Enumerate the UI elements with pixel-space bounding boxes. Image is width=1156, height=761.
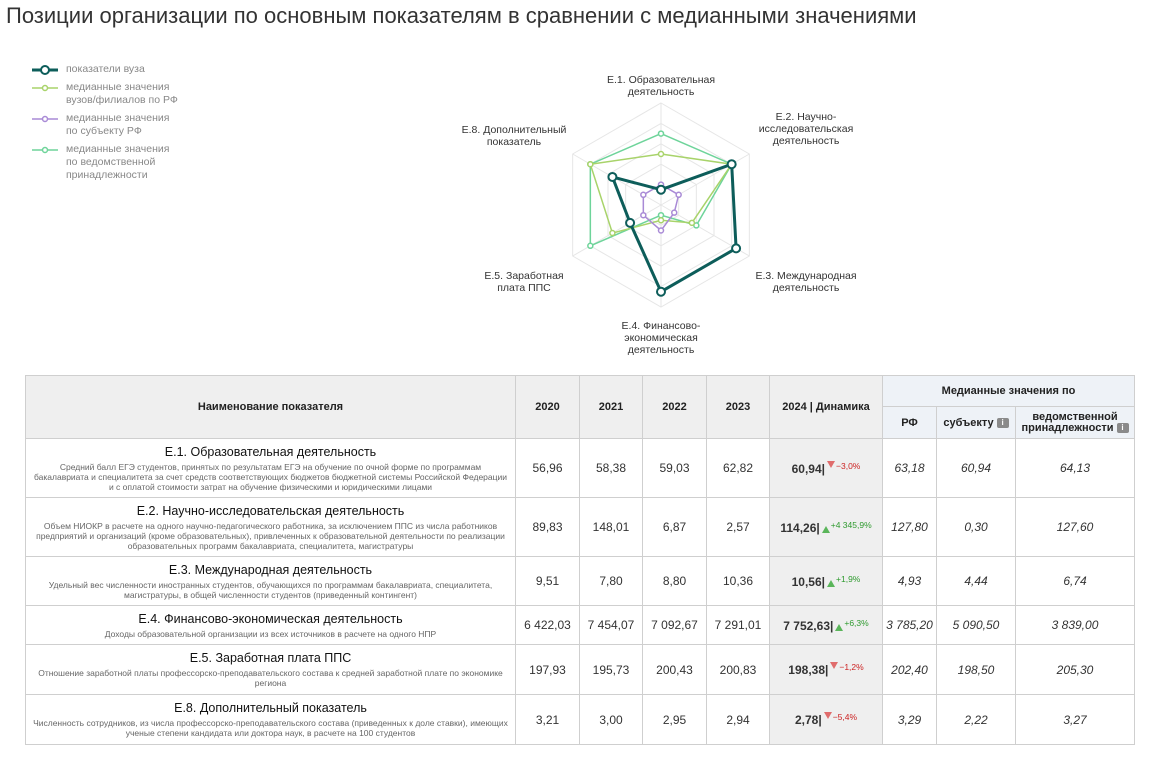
- value-2021: 3,00: [580, 695, 643, 745]
- header-median-department: [1016, 407, 1135, 439]
- trend-up-icon: [827, 580, 835, 587]
- radar-axis-label-line: Е.1. Образовательная: [606, 74, 716, 86]
- median-subject: 60,94: [937, 439, 1016, 498]
- indicator-cell: [26, 557, 516, 606]
- value-2024: 60,94: [791, 461, 822, 476]
- radar-point-university: [657, 186, 665, 194]
- header-2023[interactable]: 2023: [707, 376, 770, 439]
- indicator-cell: [26, 498, 516, 557]
- value-2024: 198,38: [788, 663, 825, 677]
- median-subject: 2,22: [937, 695, 1016, 745]
- median-rf: 63,18: [883, 439, 937, 498]
- radar-axis-label-line: Е.4. Финансово-: [621, 320, 701, 332]
- legend-item-rf[interactable]: [30, 81, 180, 107]
- indicator-description: Объем НИОКР в расчете на одного научно-педагогического работника, за исключением ППС из числа работников предприятий и организаций (кроме образовательных), привлеченных к образовательной деятельности по реализации образовательных программ бакалавриата, специалитета, магистратуры: [36, 520, 505, 551]
- radar-point-departmental: [659, 131, 664, 136]
- value-2022: 2,95: [643, 695, 707, 745]
- separator: |: [830, 618, 834, 633]
- value-2024-cell: [770, 557, 883, 606]
- legend-label: медианные значения по ведомственной принадлежности: [66, 143, 170, 181]
- value-2023: 200,83: [707, 645, 770, 695]
- dynamics-value: −5,4%: [832, 712, 858, 722]
- median-department: 64,13: [1016, 439, 1135, 498]
- radar-point-university: [728, 160, 736, 168]
- radar-axis-label: [581, 320, 741, 356]
- legend-label: медианные значения по субъекту РФ: [66, 112, 170, 137]
- radar-axis-label-line: деятельность: [772, 135, 840, 147]
- radar-axis-label-line: экономическая: [624, 332, 698, 344]
- radar-axis-label-line: показатель: [486, 136, 542, 148]
- indicator-description: Средний балл ЕГЭ студентов, принятых по результатам ЕГЭ на обучение по очной форме по программам бакалавриата и специалитета за счет средств соответствующих бюджетов бюджетной системы Российской Федерации и с оплатой стоимости затрат на обучение физическими и юридическими лицами: [33, 461, 508, 492]
- value-2021: 7 454,07: [580, 606, 643, 645]
- radar-point-rf: [659, 152, 664, 157]
- radar-point-rf: [588, 162, 593, 167]
- legend-label: медианные значения вузов/филиалов по РФ: [66, 81, 178, 106]
- header-median-subject-label: субъекту: [943, 416, 994, 429]
- value-2024: 114,26: [780, 520, 817, 535]
- median-department: 6,74: [1016, 557, 1135, 606]
- value-2021: 148,01: [580, 498, 643, 557]
- radar-point-subject: [641, 213, 646, 218]
- median-subject: 5 090,50: [937, 606, 1016, 645]
- value-2022: 6,87: [643, 498, 707, 557]
- radar-axis-label: [741, 111, 871, 147]
- table-row: [26, 695, 1135, 745]
- value-2021: 195,73: [580, 645, 643, 695]
- header-median-department-label: ведомственной принадлежности: [1021, 410, 1118, 434]
- radar-axis-label-line: плата ППС: [497, 282, 551, 294]
- median-rf: 202,40: [883, 645, 937, 695]
- trend-down-icon: [827, 461, 835, 468]
- indicators-table: [25, 375, 1135, 745]
- value-2024-cell: [770, 498, 883, 557]
- value-2023: 10,36: [707, 557, 770, 606]
- value-2024-cell: [770, 606, 883, 645]
- indicator-description: Численность сотрудников, из числа профессорско-преподавательского состава (приведенных к доле ставки), имеющих ученые степени кандидата или доктора наук, в расчете на 100 студентов: [33, 718, 508, 738]
- header-medians: Медианные значения по: [883, 376, 1135, 407]
- median-rf: 4,93: [883, 557, 937, 606]
- value-2023: 62,82: [707, 439, 770, 498]
- info-icon[interactable]: i: [997, 418, 1009, 428]
- indicator-description: Доходы образовательной организации из всех источников в расчете на одного НПР: [104, 628, 437, 639]
- indicator-cell: [26, 645, 516, 695]
- legend-label: показатели вуза: [66, 63, 145, 75]
- table-row: [26, 498, 1135, 557]
- separator: |: [816, 520, 820, 535]
- radar-axis-label-line: Е.3. Международная: [755, 270, 857, 282]
- radar-point-subject: [641, 192, 646, 197]
- trend-down-icon: [830, 662, 838, 669]
- dynamics-value: +4 345,9%: [830, 519, 872, 530]
- value-2020: 6 422,03: [516, 606, 580, 645]
- indicator-name: Е.1. Образовательная деятельность: [164, 444, 377, 459]
- radar-spoke: [661, 154, 749, 205]
- median-rf: 3,29: [883, 695, 937, 745]
- trend-down-icon: [824, 712, 832, 719]
- radar-axis-label: [581, 74, 741, 98]
- radar-axis-label: [444, 124, 584, 148]
- separator: |: [821, 574, 826, 589]
- trend-up-icon: [822, 526, 830, 533]
- median-rf: 127,80: [883, 498, 937, 557]
- median-department: 127,60: [1016, 498, 1135, 557]
- indicator-name: Е.5. Заработная плата ППС: [189, 651, 352, 665]
- table-row: [26, 645, 1135, 695]
- radar-chart: [430, 60, 890, 360]
- radar-axis-label-line: деятельность: [627, 344, 695, 356]
- separator: |: [825, 663, 829, 677]
- dynamics-value: +6,3%: [844, 617, 869, 628]
- legend-marker-university: [30, 64, 60, 76]
- radar-point-departmental: [659, 213, 664, 218]
- radar-axis-label-line: деятельность: [627, 86, 695, 98]
- dynamics-value: −3,0%: [836, 460, 861, 471]
- header-median-rf: РФ: [883, 407, 937, 439]
- value-2021: 58,38: [580, 439, 643, 498]
- radar-plot: [430, 60, 890, 360]
- radar-point-subject: [659, 228, 664, 233]
- legend-marker-departmental: [30, 144, 60, 156]
- dynamics-value: +1,9%: [836, 573, 861, 584]
- chart-legend: [30, 63, 180, 187]
- dynamics-value: −1,2%: [839, 662, 864, 672]
- legend-item-departmental[interactable]: [30, 143, 180, 182]
- median-department: 3,27: [1016, 695, 1135, 745]
- median-subject: 198,50: [937, 645, 1016, 695]
- separator: |: [818, 713, 822, 727]
- header-2021[interactable]: 2021: [580, 376, 643, 439]
- indicator-cell: [26, 439, 516, 498]
- header-2020[interactable]: 2020: [516, 376, 580, 439]
- radar-point-university: [626, 219, 634, 227]
- legend-item-university[interactable]: [30, 63, 180, 76]
- value-2024: 10,56: [791, 574, 822, 589]
- table-row: [26, 606, 1135, 645]
- indicator-cell: [26, 606, 516, 645]
- value-2023: 7 291,01: [707, 606, 770, 645]
- radar-axis-label-line: Е.2. Научно-: [775, 111, 837, 123]
- value-2024: 2,78: [794, 713, 819, 727]
- header-name: Наименование показателя: [26, 376, 516, 439]
- radar-spoke: [573, 205, 661, 256]
- value-2021: 7,80: [580, 557, 643, 606]
- indicator-name: Е.3. Международная деятельность: [168, 562, 373, 577]
- radar-point-rf: [610, 231, 615, 236]
- value-2020: 3,21: [516, 695, 580, 745]
- radar-point-subject: [676, 192, 681, 197]
- radar-point-university: [608, 173, 616, 181]
- radar-axis-label-line: деятельность: [772, 282, 840, 294]
- radar-point-subject: [672, 210, 677, 215]
- median-subject: 0,30: [937, 498, 1016, 557]
- radar-series-university: [612, 164, 736, 292]
- table-row: [26, 439, 1135, 498]
- value-2023: 2,57: [707, 498, 770, 557]
- median-rf: 3 785,20: [883, 606, 937, 645]
- indicator-name: Е.2. Научно-исследовательская деятельность: [136, 503, 405, 518]
- legend-item-subject[interactable]: [30, 112, 180, 138]
- value-2024-cell: [770, 695, 883, 745]
- header-2024[interactable]: 2024 | Динамика: [770, 376, 883, 439]
- radar-point-rf: [659, 218, 664, 223]
- legend-marker-rf: [30, 82, 60, 94]
- legend-marker-subject: [30, 113, 60, 125]
- indicator-description: Удельный вес численности иностранных студентов, обучающихся по программам бакалавриата, специалитета, магистратуры, в общей численности студентов (приведенный контингент): [48, 579, 493, 600]
- value-2024: 7 752,63: [783, 618, 830, 633]
- radar-axis-label: [741, 270, 871, 294]
- radar-axis-label-line: Е.5. Заработная: [484, 270, 564, 282]
- trend-up-icon: [835, 624, 843, 631]
- value-2020: 9,51: [516, 557, 580, 606]
- radar-point-departmental: [588, 243, 593, 248]
- indicator-cell: [26, 695, 516, 745]
- value-2022: 200,43: [643, 645, 707, 695]
- page-title: Позиции организации по основным показателям в сравнении с медианными значениями: [6, 3, 917, 28]
- indicator-description: Отношение заработной платы профессорско-преподавательского состава к средней заработной плате по экономике региона: [38, 668, 503, 688]
- radar-axis-label-line: исследовательская: [758, 123, 854, 135]
- value-2020: 197,93: [516, 645, 580, 695]
- radar-point-university: [732, 244, 740, 252]
- value-2024-cell: [770, 645, 883, 695]
- value-2024-cell: [770, 439, 883, 498]
- radar-point-university: [657, 288, 665, 296]
- table-row: [26, 557, 1135, 606]
- indicator-name: Е.8. Дополнительный показатель: [174, 701, 367, 715]
- info-icon[interactable]: i: [1117, 423, 1129, 433]
- median-subject: 4,44: [937, 557, 1016, 606]
- value-2020: 89,83: [516, 498, 580, 557]
- value-2022: 8,80: [643, 557, 707, 606]
- header-2022[interactable]: 2022: [643, 376, 707, 439]
- median-department: 205,30: [1016, 645, 1135, 695]
- radar-point-rf: [689, 220, 694, 225]
- separator: |: [821, 461, 826, 476]
- value-2023: 2,94: [707, 695, 770, 745]
- radar-axis-label: [459, 270, 589, 294]
- radar-axis-label-line: Е.8. Дополнительный: [461, 124, 567, 136]
- value-2022: 59,03: [643, 439, 707, 498]
- header-median-subject: [937, 407, 1016, 439]
- median-department: 3 839,00: [1016, 606, 1135, 645]
- indicator-name: Е.4. Финансово-экономическая деятельность: [138, 611, 403, 626]
- value-2020: 56,96: [516, 439, 580, 498]
- value-2022: 7 092,67: [643, 606, 707, 645]
